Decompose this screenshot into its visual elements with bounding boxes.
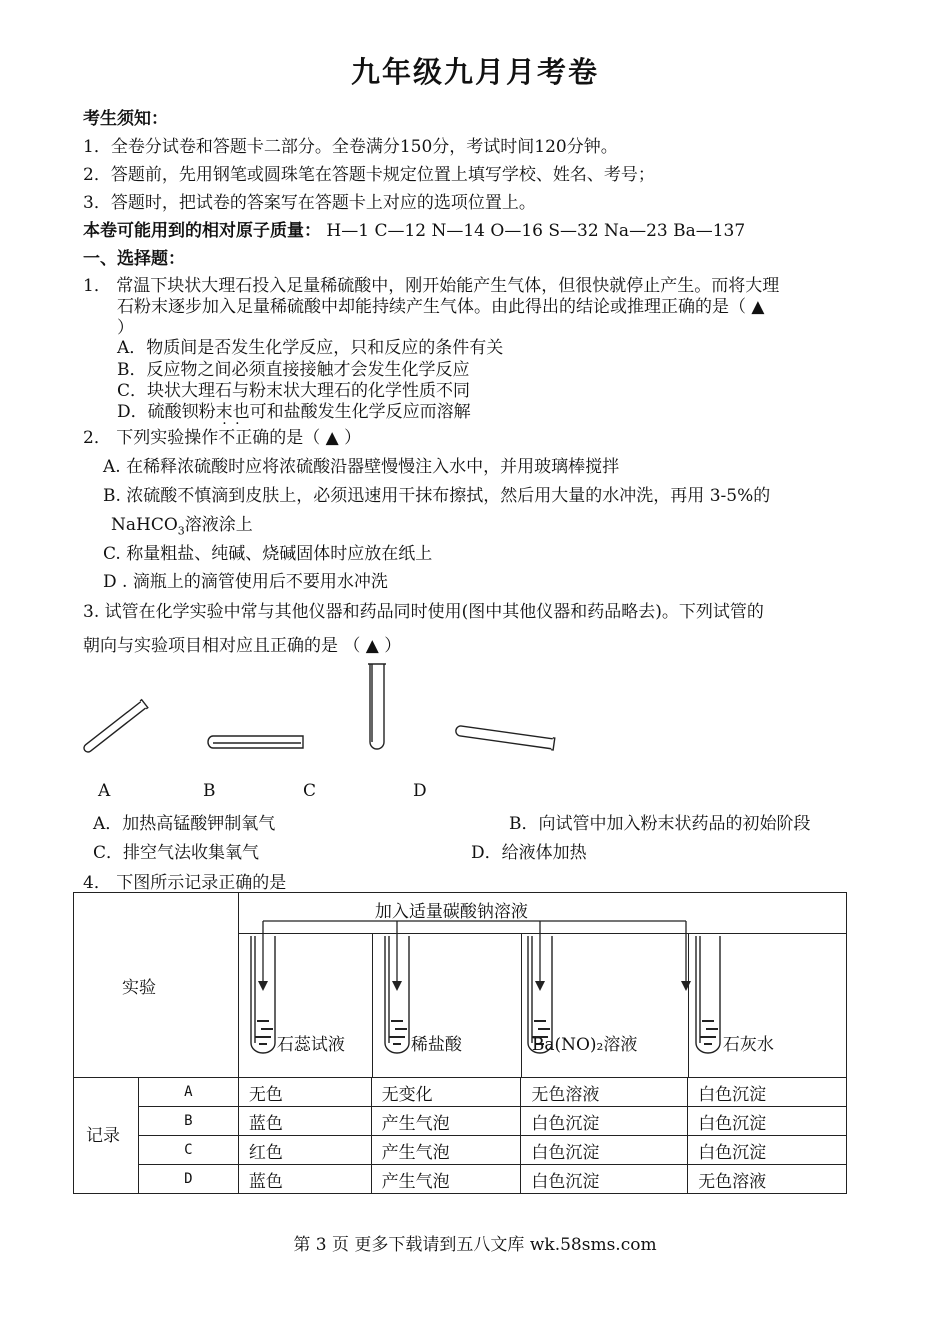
q3-option-d: D．给液体加热 xyxy=(471,843,587,863)
table-cell: 白色沉淀 xyxy=(521,1165,688,1194)
q2-b-sub: 3 xyxy=(177,524,185,538)
q1-option-c: C．块状大理石与粉末状大理石的化学性质不同 xyxy=(117,381,471,401)
record-table xyxy=(73,892,847,1194)
q2-option-b-line2 xyxy=(111,510,253,537)
experiment-row xyxy=(74,893,847,1078)
fig-label-b: B xyxy=(203,781,216,801)
atomic-mass-line xyxy=(83,216,745,241)
fig-label-c: C xyxy=(303,781,317,801)
q1-option-d: D．硫酸钡粉末也可和盐酸发生化学反应而溶解 xyxy=(117,402,471,422)
notice-heading: 考生须知： xyxy=(83,109,168,129)
notice-item-1: 1．全卷分试卷和答题卡二部分。全卷满分150分，考试时间120分钟。 xyxy=(83,137,618,157)
experiment-figure-cell xyxy=(238,893,846,1078)
q3-option-c: C．排空气法收集氧气 xyxy=(93,843,260,863)
table-cell: 白色沉淀 xyxy=(688,1078,847,1107)
row-label-a: A xyxy=(138,1078,238,1107)
q1-stem-line3: ） xyxy=(117,318,134,338)
table-cell: 无变化 xyxy=(371,1078,521,1107)
fig-label-a: A xyxy=(98,781,111,801)
table-row xyxy=(74,1136,847,1165)
q2-stem xyxy=(83,423,361,448)
q1-option-b: B．反应物之间必须直接接触才会发生化学反应 xyxy=(117,360,470,380)
table-cell: 白色沉淀 xyxy=(521,1136,688,1165)
table-cell: 产生气泡 xyxy=(371,1107,521,1136)
test-tube-c-figure xyxy=(362,660,392,755)
q2-b-pre: NaHCO xyxy=(111,515,178,535)
q3-option-a: A．加热高锰酸钾制氧气 xyxy=(93,814,276,834)
table-cell: 无色 xyxy=(238,1078,371,1107)
row-label-c: C xyxy=(138,1136,238,1165)
reagent-label: 加入适量碳酸钠溶液 xyxy=(374,902,528,922)
q4-stem: 4． 下图所示记录正确的是 xyxy=(83,873,287,893)
row-label-d: D xyxy=(138,1165,238,1194)
table-cell: 产生气泡 xyxy=(371,1165,521,1194)
q2-stem-b: 的是（ ▲ ） xyxy=(269,428,362,448)
page-title: 九年级九月月考卷 xyxy=(350,55,599,89)
q3-option-b: B．向试管中加入粉末状药品的初始阶段 xyxy=(509,814,811,834)
table-cell: 白色沉淀 xyxy=(521,1107,688,1136)
table-cell: 白色沉淀 xyxy=(688,1136,847,1165)
tube-label-3: Ba(NO)₂溶液 xyxy=(531,1035,638,1055)
table-row xyxy=(74,1107,847,1136)
tube-label-1: 石蕊试液 xyxy=(276,1035,345,1055)
fig-label-d: D xyxy=(413,781,427,801)
q2-option-b-line1: B. 浓硫酸不慎滴到皮肤上，必须迅速用干抹布擦拭，然后用大量的水冲洗，再用 3-5%的 xyxy=(103,486,771,506)
tube-label-2: 稀盐酸 xyxy=(410,1035,462,1055)
atomic-mass-label: 本卷可能用到的相对原子质量： xyxy=(83,221,321,241)
section-heading: 一、选择题： xyxy=(83,249,185,269)
q3-stem-line1: 3. 试管在化学实验中常与其他仪器和药品同时使用(图中其他仪器和药品略去)。下列试管的 xyxy=(83,602,764,622)
table-row xyxy=(74,1165,847,1194)
q1-stem-line1: 1． 常温下块状大理石投入足量稀硫酸中，刚开始能产生气体，但很快就停止产生。而将大理 xyxy=(83,276,780,296)
notice-item-3: 3．答题时，把试卷的答案写在答题卡上对应的选项位置上。 xyxy=(83,193,536,213)
q1-option-a: A．物质间是否发生化学反应，只和反应的条件有关 xyxy=(117,338,504,358)
q2-option-d: D . 滴瓶上的滴管使用后不要用水冲洗 xyxy=(103,572,388,592)
tube-label-4: 石灰水 xyxy=(722,1035,774,1055)
q2-option-a: A. 在稀释浓硫酸时应将浓硫酸沿器壁慢慢注入水中，并用玻璃棒搅拌 xyxy=(103,457,620,477)
atomic-mass-values: H—1 C—12 N—14 O—16 S—32 Na—23 Ba—137 xyxy=(326,221,746,241)
notice-item-2: 2．答题前，先用钢笔或圆珠笔在答题卡规定位置上填写学校、姓名、考号； xyxy=(83,165,655,185)
page-footer: 第 3 页 更多下载请到五八文库 wk.58sms.com xyxy=(293,1235,657,1255)
table-cell: 蓝色 xyxy=(238,1107,371,1136)
q2-b-post: 溶液涂上 xyxy=(184,515,253,535)
q2-stem-emphasis: 不正确 · · xyxy=(218,428,269,448)
test-tube-b-figure xyxy=(205,730,310,754)
test-tube-a-figure xyxy=(80,690,160,760)
table-cell: 蓝色 xyxy=(238,1165,371,1194)
test-tube-d-figure xyxy=(455,718,560,752)
table-cell: 产生气泡 xyxy=(371,1136,521,1165)
experiment-label: 实验 xyxy=(74,893,239,1078)
q3-stem-line2: 朝向与实验项目相对应且正确的是 （ ▲ ） xyxy=(83,636,402,656)
table-cell: 白色沉淀 xyxy=(688,1107,847,1136)
table-cell: 无色溶液 xyxy=(521,1078,688,1107)
row-label-b: B xyxy=(138,1107,238,1136)
table-row xyxy=(74,1078,847,1107)
table-cell: 无色溶液 xyxy=(688,1165,847,1194)
q1-stem-line2: 石粉末逐步加入足量稀硫酸中却能持续产生气体。由此得出的结论或推理正确的是（ ▲ xyxy=(117,297,765,317)
q2-option-c: C. 称量粗盐、纯碱、烧碱固体时应放在纸上 xyxy=(103,544,433,564)
table-cell: 红色 xyxy=(238,1136,371,1165)
record-label: 记录 xyxy=(74,1078,139,1194)
q2-stem-a: 2． 下列实验操作 xyxy=(83,428,219,448)
